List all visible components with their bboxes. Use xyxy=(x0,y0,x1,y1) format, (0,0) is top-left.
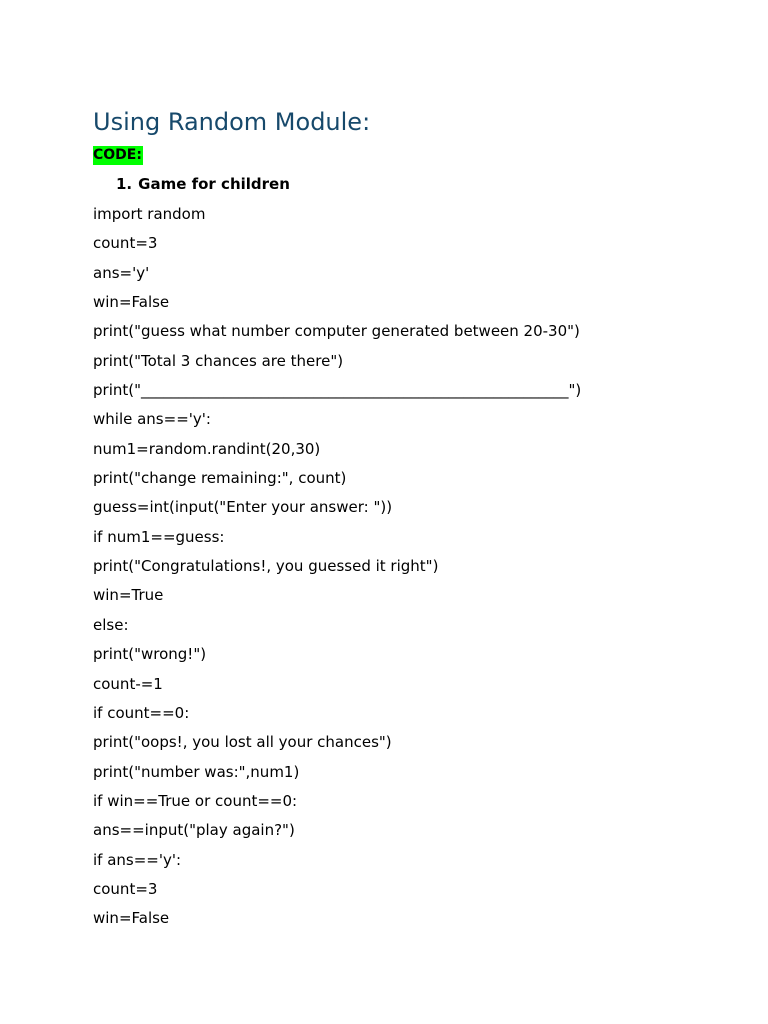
code-line: else: xyxy=(93,615,129,634)
code-line: print("_________________________________________________________") xyxy=(93,381,582,400)
code-line: win=False xyxy=(93,293,170,312)
code-line: print("change remaining:", count) xyxy=(93,469,347,488)
code-line: win=True xyxy=(93,586,164,605)
code-line: while ans=='y': xyxy=(93,410,211,429)
code-line: ans==input("play again?") xyxy=(93,821,295,840)
numbered-list-item xyxy=(116,174,290,194)
code-line: print("oops!, you lost all your chances") xyxy=(93,733,392,752)
list-item-title: Game for children xyxy=(138,175,290,193)
code-line: print("guess what number computer generated between 20-30") xyxy=(93,322,580,341)
code-line: import random xyxy=(93,205,206,223)
code-block xyxy=(93,203,581,937)
code-line: print("Total 3 chances are there") xyxy=(93,351,344,370)
code-line: count=3 xyxy=(93,234,158,253)
code-line: if count==0: xyxy=(93,703,190,722)
code-line: count=3 xyxy=(93,879,158,898)
section-heading: Using Random Module: xyxy=(93,108,371,136)
code-line: win=False xyxy=(93,909,170,928)
code-line: if ans=='y': xyxy=(93,850,182,869)
code-line: if win==True or count==0: xyxy=(93,791,298,810)
code-line: ans='y' xyxy=(93,263,150,282)
code-line: print("wrong!") xyxy=(93,645,207,664)
code-line: num1=random.randint(20,30) xyxy=(93,439,321,458)
code-label-highlight: CODE: xyxy=(93,147,142,163)
code-line: print("number was:",num1) xyxy=(93,762,300,781)
code-line: guess=int(input("Enter your answer: ")) xyxy=(93,498,393,517)
code-line: if num1==guess: xyxy=(93,527,225,546)
code-line: print("Congratulations!, you guessed it right") xyxy=(93,557,439,576)
list-item-number: 1. xyxy=(116,175,133,193)
code-line: count-=1 xyxy=(93,674,163,693)
